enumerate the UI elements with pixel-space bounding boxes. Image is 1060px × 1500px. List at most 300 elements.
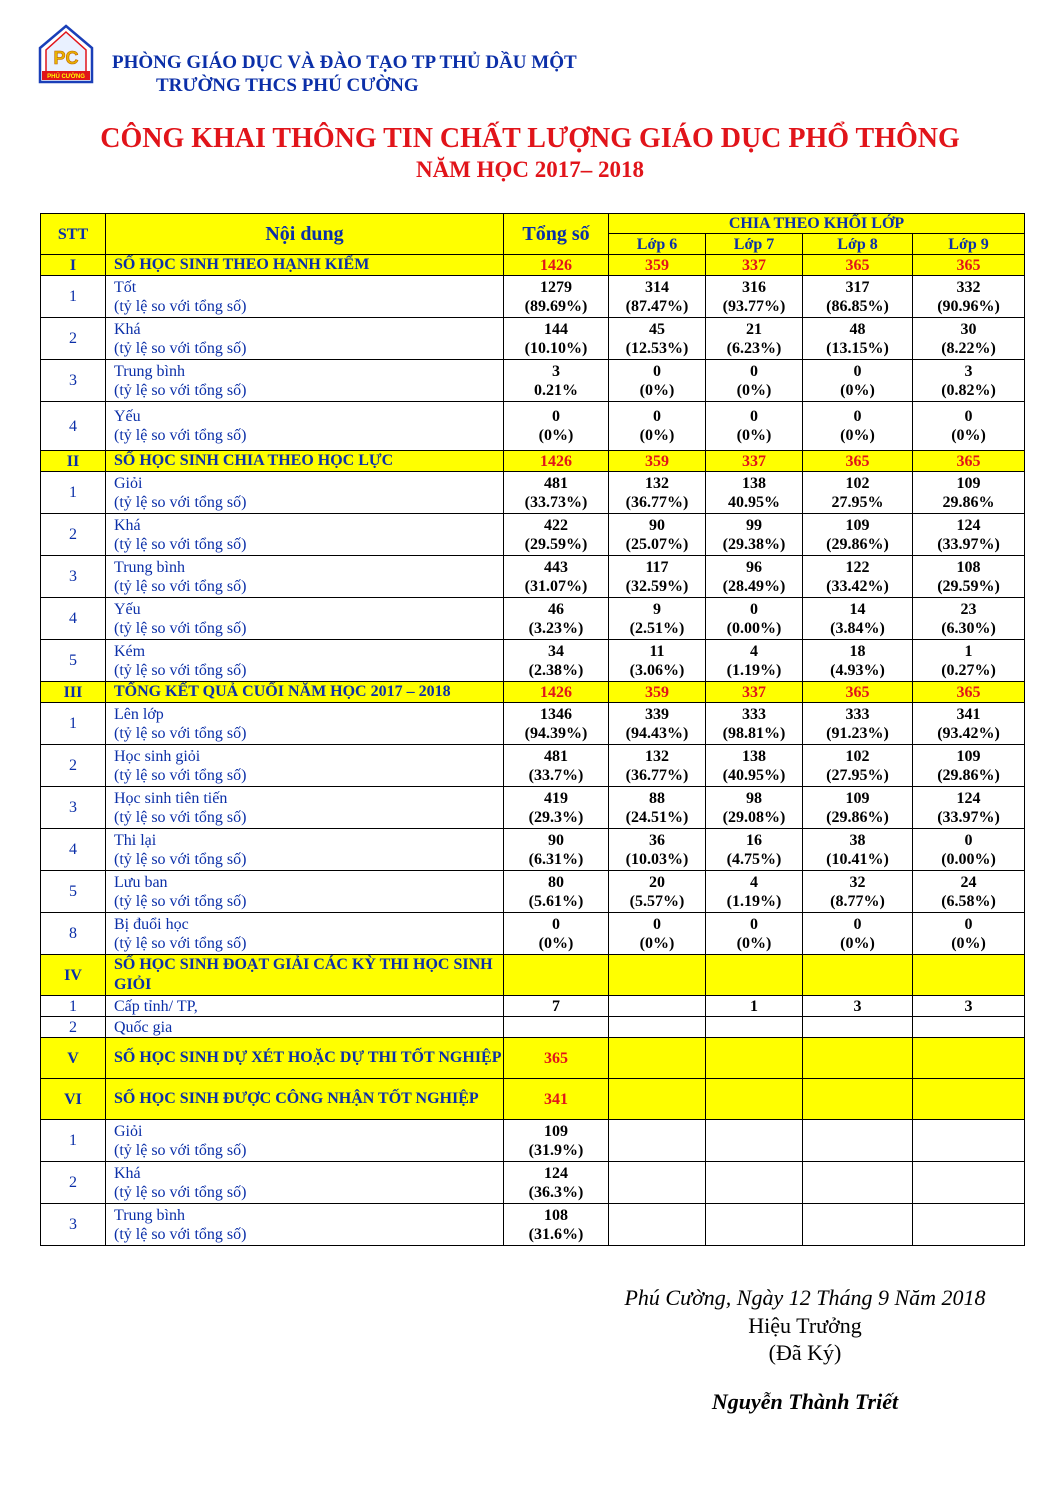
table-row bbox=[41, 955, 1025, 996]
row-sub: (tỷ lệ so với tổng số) bbox=[114, 535, 247, 553]
cell-percent: (31.9%) bbox=[528, 1141, 584, 1159]
cell-percent: (93.77%) bbox=[722, 297, 786, 315]
cell-count: 0 bbox=[853, 362, 862, 380]
cell-count: 0 bbox=[964, 408, 973, 425]
cell-count: 481 bbox=[544, 474, 568, 492]
cell-value bbox=[803, 745, 913, 787]
signature-block bbox=[560, 1284, 1050, 1366]
section-value bbox=[504, 955, 609, 996]
cell-value bbox=[609, 318, 706, 360]
table-row bbox=[41, 556, 1025, 598]
section-value bbox=[913, 955, 1025, 996]
section-value bbox=[609, 955, 706, 996]
row-name: Yếu bbox=[114, 408, 141, 425]
cell-value bbox=[504, 913, 609, 955]
cell-count: 98 bbox=[746, 789, 762, 807]
table-row bbox=[41, 1079, 1025, 1120]
cell-count: 117 bbox=[645, 558, 669, 576]
cell-count: 16 bbox=[746, 831, 762, 849]
cell-value bbox=[803, 514, 913, 556]
cell-value bbox=[803, 276, 913, 318]
department-name: PHÒNG GIÁO DỤC VÀ ĐÀO TẠO TP THỦ DẦU MỘT bbox=[112, 52, 577, 73]
cell-percent: (33.42%) bbox=[826, 577, 889, 595]
cell-percent: (32.59%) bbox=[625, 577, 689, 595]
section-value: 1426 bbox=[504, 682, 609, 703]
cell-count: 34 bbox=[548, 642, 564, 660]
cell-count: 20 bbox=[649, 873, 665, 891]
table-row bbox=[41, 318, 1025, 360]
cell-value bbox=[706, 829, 803, 871]
header-grade-group: CHIA THEO KHỐI LỚP bbox=[609, 214, 1025, 234]
row-sub: (tỷ lệ so với tổng số) bbox=[114, 850, 247, 868]
cell-percent: (89.69%) bbox=[524, 297, 588, 315]
section-title: SỐ HỌC SINH ĐƯỢC CÔNG NHẬN TỐT NGHIỆP bbox=[106, 1079, 504, 1120]
cell-count: 18 bbox=[849, 642, 866, 660]
cell-value bbox=[504, 556, 609, 598]
row-name: Lưu ban bbox=[114, 873, 168, 891]
cell-count: 132 bbox=[645, 747, 669, 765]
cell-value bbox=[504, 745, 609, 787]
cell-percent: (29.3%) bbox=[528, 808, 584, 826]
header-total: Tổng số bbox=[504, 214, 609, 255]
row-label bbox=[106, 514, 504, 556]
cell-percent: (6.23%) bbox=[726, 339, 782, 357]
cell-percent: 40.95% bbox=[728, 493, 780, 511]
cell-percent: (33.7%) bbox=[528, 766, 584, 784]
cell-value bbox=[803, 598, 913, 640]
header-grade-6: Lớp 6 bbox=[609, 234, 706, 255]
table-row bbox=[41, 598, 1025, 640]
table-row bbox=[41, 451, 1025, 472]
cell-value bbox=[504, 703, 609, 745]
cell-value bbox=[504, 402, 609, 451]
cell-value bbox=[913, 871, 1025, 913]
cell-value bbox=[504, 640, 609, 682]
row-stt: 3 bbox=[41, 1204, 106, 1246]
cell-percent: (36.3%) bbox=[528, 1183, 584, 1201]
cell-percent: (1.19%) bbox=[726, 661, 782, 679]
cell-count: 443 bbox=[544, 558, 568, 576]
cell-count: 38 bbox=[849, 831, 866, 849]
cell-value bbox=[913, 913, 1025, 955]
cell-count: 0 bbox=[964, 915, 973, 933]
cell-count: 132 bbox=[645, 474, 669, 492]
row-stt: 1 bbox=[41, 996, 106, 1017]
cell-percent: (33.97%) bbox=[937, 808, 1000, 826]
row-name: Giỏi bbox=[114, 1122, 143, 1140]
cell-count: 14 bbox=[849, 600, 866, 618]
cell-percent: (86.85%) bbox=[826, 297, 889, 315]
cell-percent: (29.59%) bbox=[524, 535, 588, 553]
cell-value bbox=[609, 871, 706, 913]
cell-value bbox=[913, 1204, 1025, 1246]
row-sub: (tỷ lệ so với tổng số) bbox=[114, 766, 247, 784]
row-sub: (tỷ lệ so với tổng số) bbox=[114, 808, 247, 826]
cell-count: 90 bbox=[649, 516, 665, 534]
row-label: Quốc gia bbox=[106, 1017, 504, 1038]
row-name: Trung bình bbox=[114, 558, 185, 576]
section-value: 341 bbox=[504, 1079, 609, 1120]
cell-value bbox=[913, 1120, 1025, 1162]
cell-value bbox=[706, 360, 803, 402]
header-content: Nội dung bbox=[106, 214, 504, 255]
row-label bbox=[106, 598, 504, 640]
cell-count: 4 bbox=[750, 642, 758, 660]
cell-count: 144 bbox=[544, 320, 568, 338]
cell-value bbox=[803, 556, 913, 598]
cell-percent: (0%) bbox=[639, 381, 675, 399]
cell-value bbox=[706, 598, 803, 640]
row-stt: 2 bbox=[41, 745, 106, 787]
cell-value bbox=[504, 1162, 609, 1204]
cell-value bbox=[913, 472, 1025, 514]
cell-value bbox=[706, 913, 803, 955]
cell-percent: (29.86%) bbox=[826, 535, 889, 553]
cell-percent: (0%) bbox=[951, 427, 986, 444]
table-row bbox=[41, 1038, 1025, 1079]
row-sub: (tỷ lệ so với tổng số) bbox=[114, 577, 247, 595]
cell-value bbox=[706, 556, 803, 598]
section-title: SỐ HỌC SINH ĐOẠT GIẢI CÁC KỲ THI HỌC SINH GIỎI bbox=[106, 955, 504, 996]
row-label bbox=[106, 787, 504, 829]
section-value: 337 bbox=[706, 682, 803, 703]
signer-role: Hiệu Trưởng bbox=[748, 1313, 862, 1338]
cell-count: 109 bbox=[544, 1122, 568, 1140]
cell-count: 109 bbox=[845, 789, 870, 807]
cell-percent: (0%) bbox=[840, 427, 875, 444]
cell-percent: (0%) bbox=[639, 427, 675, 444]
cell-value bbox=[803, 703, 913, 745]
row-stt: 2 bbox=[41, 318, 106, 360]
cell-count: 99 bbox=[746, 516, 762, 534]
cell-percent: (29.59%) bbox=[937, 577, 1000, 595]
cell-percent: (93.42%) bbox=[937, 724, 1000, 742]
cell-percent: (10.41%) bbox=[826, 850, 889, 868]
cell-count: 0 bbox=[853, 915, 862, 933]
cell-value bbox=[913, 556, 1025, 598]
cell-percent: (0%) bbox=[538, 427, 574, 444]
row-sub: (tỷ lệ so với tổng số) bbox=[114, 381, 247, 399]
row-label bbox=[106, 1162, 504, 1204]
cell-value bbox=[609, 913, 706, 955]
row-label bbox=[106, 402, 504, 451]
cell-value bbox=[913, 787, 1025, 829]
cell-count: 138 bbox=[742, 747, 766, 765]
section-value bbox=[803, 1079, 913, 1120]
row-label bbox=[106, 318, 504, 360]
cell-value bbox=[504, 871, 609, 913]
cell-value bbox=[609, 640, 706, 682]
cell-percent: (3.23%) bbox=[528, 619, 584, 637]
cell-percent: (0.00%) bbox=[941, 850, 996, 868]
section-title: SỐ HỌC SINH DỰ XÉT HOẶC DỰ THI TỐT NGHIỆP bbox=[106, 1038, 504, 1079]
cell-count: 109 bbox=[956, 747, 981, 765]
cell-count: 48 bbox=[849, 320, 866, 338]
row-label bbox=[106, 640, 504, 682]
row-stt: 5 bbox=[41, 640, 106, 682]
cell-value bbox=[803, 1120, 913, 1162]
cell-value bbox=[609, 996, 706, 1017]
cell-value bbox=[609, 745, 706, 787]
table-row bbox=[41, 703, 1025, 745]
section-value bbox=[706, 955, 803, 996]
cell-count: 333 bbox=[742, 705, 766, 723]
section-value bbox=[803, 955, 913, 996]
cell-count: 0 bbox=[750, 408, 758, 425]
row-name: Giỏi bbox=[114, 474, 143, 492]
cell-value bbox=[609, 514, 706, 556]
section-title: SỐ HỌC SINH THEO HẠNH KIỂM bbox=[106, 255, 504, 276]
row-stt: 3 bbox=[41, 787, 106, 829]
row-name: Học sinh giỏi bbox=[114, 747, 201, 765]
row-stt: 4 bbox=[41, 829, 106, 871]
cell-percent: (3.84%) bbox=[830, 619, 885, 637]
row-name: Kém bbox=[114, 642, 146, 660]
cell-count: 80 bbox=[548, 873, 564, 891]
row-name: Yếu bbox=[114, 600, 141, 618]
cell-percent: (8.22%) bbox=[941, 339, 996, 357]
cell-value bbox=[609, 556, 706, 598]
table-row bbox=[41, 472, 1025, 514]
cell-percent: (6.30%) bbox=[941, 619, 996, 637]
cell-value bbox=[504, 472, 609, 514]
cell-percent: (4.93%) bbox=[830, 661, 885, 679]
cell-value bbox=[504, 829, 609, 871]
row-sub: (tỷ lệ so với tổng số) bbox=[114, 661, 247, 679]
table-row bbox=[41, 745, 1025, 787]
cell-value bbox=[706, 402, 803, 451]
cell-value bbox=[504, 1120, 609, 1162]
signer-name: Nguyễn Thành Triết bbox=[711, 1389, 899, 1414]
cell-count: 124 bbox=[956, 516, 981, 534]
cell-count: 0 bbox=[853, 408, 862, 425]
cell-value bbox=[803, 402, 913, 451]
cell-value: 3 bbox=[803, 996, 913, 1017]
table-row bbox=[41, 829, 1025, 871]
cell-value bbox=[504, 787, 609, 829]
row-name: Trung bình bbox=[114, 1206, 185, 1224]
cell-percent: (6.31%) bbox=[528, 850, 584, 868]
cell-percent: (29.86%) bbox=[937, 766, 1000, 784]
cell-value bbox=[803, 913, 913, 955]
row-stt: 3 bbox=[41, 556, 106, 598]
cell-count: 339 bbox=[645, 705, 669, 723]
cell-value bbox=[609, 1120, 706, 1162]
row-stt: 1 bbox=[41, 703, 106, 745]
cell-count: 23 bbox=[960, 600, 977, 618]
cell-count: 0 bbox=[552, 408, 560, 425]
table-row bbox=[41, 871, 1025, 913]
cell-percent: (0%) bbox=[736, 934, 772, 952]
cell-percent: (36.77%) bbox=[625, 766, 689, 784]
cell-count: 32 bbox=[849, 873, 866, 891]
cell-value bbox=[706, 745, 803, 787]
row-stt: IV bbox=[41, 955, 106, 996]
section-value: 365 bbox=[803, 451, 913, 472]
cell-count: 481 bbox=[544, 747, 568, 765]
cell-value bbox=[609, 1162, 706, 1204]
cell-percent: 0.21% bbox=[534, 381, 578, 399]
cell-value bbox=[913, 640, 1025, 682]
cell-value bbox=[803, 640, 913, 682]
cell-percent: (12.53%) bbox=[625, 339, 689, 357]
row-name: Trung bình bbox=[114, 362, 185, 380]
quality-table bbox=[40, 213, 1025, 1246]
table-row bbox=[41, 276, 1025, 318]
row-stt: 8 bbox=[41, 913, 106, 955]
cell-percent: (98.81%) bbox=[722, 724, 786, 742]
cell-value bbox=[609, 276, 706, 318]
section-value bbox=[706, 1079, 803, 1120]
cell-value bbox=[803, 871, 913, 913]
cell-value bbox=[609, 703, 706, 745]
cell-value bbox=[913, 703, 1025, 745]
cell-count: 45 bbox=[649, 320, 665, 338]
cell-percent: (94.43%) bbox=[625, 724, 689, 742]
cell-value bbox=[913, 402, 1025, 451]
cell-percent: (0.27%) bbox=[941, 661, 996, 679]
cell-count: 108 bbox=[544, 1206, 568, 1224]
cell-count: 46 bbox=[548, 600, 564, 618]
cell-value bbox=[504, 318, 609, 360]
row-name: Khá bbox=[114, 516, 141, 534]
row-stt: II bbox=[41, 451, 106, 472]
section-value: 365 bbox=[803, 682, 913, 703]
row-stt: 1 bbox=[41, 276, 106, 318]
cell-percent: (0%) bbox=[736, 381, 772, 399]
cell-count: 0 bbox=[653, 362, 661, 380]
cell-value bbox=[609, 1204, 706, 1246]
cell-percent: (31.6%) bbox=[528, 1225, 584, 1243]
cell-value bbox=[706, 1162, 803, 1204]
cell-percent: (33.97%) bbox=[937, 535, 1000, 553]
cell-value bbox=[803, 1204, 913, 1246]
cell-value bbox=[803, 318, 913, 360]
cell-percent: (2.51%) bbox=[629, 619, 685, 637]
cell-percent: (4.75%) bbox=[726, 850, 782, 868]
cell-value bbox=[913, 598, 1025, 640]
cell-percent: (8.77%) bbox=[830, 892, 885, 910]
cell-percent: (33.73%) bbox=[524, 493, 588, 511]
row-name: Khá bbox=[114, 1164, 141, 1182]
header-grade-9: Lớp 9 bbox=[913, 234, 1025, 255]
cell-value: 1 bbox=[706, 996, 803, 1017]
section-value bbox=[609, 1079, 706, 1120]
table-row bbox=[41, 682, 1025, 703]
section-value: 337 bbox=[706, 451, 803, 472]
row-stt: VI bbox=[41, 1079, 106, 1120]
row-stt: V bbox=[41, 1038, 106, 1079]
document-title: CÔNG KHAI THÔNG TIN CHẤT LƯỢNG GIÁO DỤC PHỔ THÔNG bbox=[100, 123, 960, 154]
row-name: Tốt bbox=[114, 278, 137, 296]
logo-banner: PHÚ CƯỜNG bbox=[47, 74, 85, 80]
section-value: 1426 bbox=[504, 255, 609, 276]
cell-count: 36 bbox=[649, 831, 665, 849]
cell-percent: (6.58%) bbox=[941, 892, 996, 910]
section-value: 337 bbox=[706, 255, 803, 276]
cell-count: 102 bbox=[845, 474, 870, 492]
section-value: 365 bbox=[803, 255, 913, 276]
cell-value bbox=[609, 1017, 706, 1038]
table-row bbox=[41, 255, 1025, 276]
section-value bbox=[609, 1038, 706, 1079]
row-label bbox=[106, 1120, 504, 1162]
header-grade-7: Lớp 7 bbox=[706, 234, 803, 255]
cell-value bbox=[706, 514, 803, 556]
logo-text: PC bbox=[53, 48, 79, 68]
cell-value bbox=[803, 360, 913, 402]
row-sub: (tỷ lệ so với tổng số) bbox=[114, 892, 247, 910]
row-sub: (tỷ lệ so với tổng số) bbox=[114, 493, 247, 511]
cell-count: 9 bbox=[653, 600, 661, 618]
row-label bbox=[106, 276, 504, 318]
cell-count: 422 bbox=[544, 516, 568, 534]
table-row bbox=[41, 640, 1025, 682]
row-sub: (tỷ lệ so với tổng số) bbox=[114, 934, 247, 952]
cell-count: 138 bbox=[742, 474, 766, 492]
section-value bbox=[706, 1038, 803, 1079]
cell-percent: (29.08%) bbox=[722, 808, 786, 826]
cell-value bbox=[803, 787, 913, 829]
cell-value bbox=[706, 472, 803, 514]
cell-value bbox=[913, 1162, 1025, 1204]
cell-count: 0 bbox=[653, 408, 661, 425]
row-label bbox=[106, 556, 504, 598]
cell-count: 0 bbox=[750, 915, 758, 933]
cell-count: 314 bbox=[645, 278, 669, 296]
cell-value: 3 bbox=[913, 996, 1025, 1017]
cell-percent: (0%) bbox=[840, 381, 875, 399]
cell-count: 11 bbox=[649, 642, 665, 660]
cell-count: 30 bbox=[960, 320, 977, 338]
cell-value bbox=[706, 276, 803, 318]
cell-percent: (0.82%) bbox=[941, 381, 996, 399]
row-sub: (tỷ lệ so với tổng số) bbox=[114, 339, 247, 357]
row-sub: (tỷ lệ so với tổng số) bbox=[114, 1225, 247, 1243]
cell-count: 122 bbox=[845, 558, 870, 576]
cell-percent: (13.15%) bbox=[826, 339, 889, 357]
section-value: 365 bbox=[913, 451, 1025, 472]
table-row bbox=[41, 360, 1025, 402]
cell-value bbox=[706, 1204, 803, 1246]
row-stt: III bbox=[41, 682, 106, 703]
row-sub: (tỷ lệ so với tổng số) bbox=[114, 619, 247, 637]
row-label bbox=[106, 871, 504, 913]
cell-percent: (10.03%) bbox=[625, 850, 689, 868]
row-stt: 1 bbox=[41, 472, 106, 514]
cell-count: 3 bbox=[964, 362, 973, 380]
row-name: Học sinh tiên tiến bbox=[114, 789, 228, 807]
row-stt: 2 bbox=[41, 1162, 106, 1204]
row-label: Cấp tỉnh/ TP, bbox=[106, 996, 504, 1017]
section-value: 359 bbox=[609, 451, 706, 472]
cell-percent: (31.07%) bbox=[524, 577, 588, 595]
cell-value bbox=[609, 598, 706, 640]
cell-value bbox=[504, 598, 609, 640]
cell-percent: (29.86%) bbox=[826, 808, 889, 826]
cell-count: 109 bbox=[956, 474, 981, 492]
cell-count: 317 bbox=[845, 278, 870, 296]
section-value: 359 bbox=[609, 255, 706, 276]
row-label bbox=[106, 913, 504, 955]
row-label bbox=[106, 472, 504, 514]
cell-count: 0 bbox=[750, 600, 758, 618]
table-row bbox=[41, 1120, 1025, 1162]
school-logo bbox=[36, 24, 96, 86]
table-row bbox=[41, 1017, 1025, 1038]
cell-percent: (3.06%) bbox=[629, 661, 685, 679]
cell-percent: (0%) bbox=[538, 934, 574, 952]
